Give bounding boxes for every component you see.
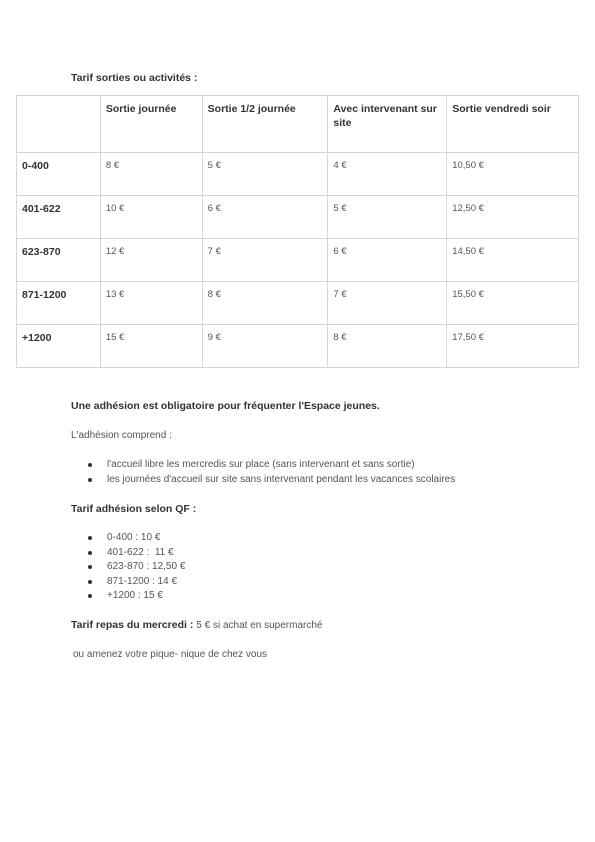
price-cell: 8 € — [328, 325, 447, 368]
sorties-title: Tarif sorties ou activités : — [71, 72, 198, 84]
list-item — [88, 546, 185, 561]
repas-label: Tarif repas du mercredi : — [71, 619, 194, 631]
price-cell: 6 € — [202, 196, 328, 239]
bullet-icon — [88, 594, 92, 598]
repas-line — [71, 619, 322, 631]
list-item-text: +1200 : 15 € — [107, 590, 163, 601]
price-cell: 15 € — [100, 325, 202, 368]
repas-value: 5 € si achat en supermarché — [196, 620, 323, 631]
list-item — [88, 560, 185, 575]
table-header-row — [17, 96, 579, 153]
bullet-icon — [88, 536, 92, 540]
price-cell: 9 € — [202, 325, 328, 368]
price-cell: 5 € — [328, 196, 447, 239]
qf-cell: 871-1200 — [17, 282, 101, 325]
table-row — [17, 282, 579, 325]
table-row — [17, 239, 579, 282]
table-row — [17, 325, 579, 368]
list-item-text: 871-1200 : 14 € — [107, 575, 178, 587]
price-cell: 7 € — [328, 282, 447, 325]
table-header-cell: Sortie journée — [100, 96, 202, 153]
price-cell: 6 € — [328, 239, 447, 282]
adhesion-tarif-title: Tarif adhésion selon QF : — [71, 503, 197, 515]
price-cell: 7 € — [202, 239, 328, 282]
list-item — [88, 473, 455, 488]
price-cell: 4 € — [328, 153, 447, 196]
list-item-text: 0-400 : 10 € — [107, 532, 161, 543]
tarif-table — [16, 95, 579, 368]
qf-cell: 401-622 — [17, 196, 101, 239]
adhesion-tarif-list — [88, 531, 185, 604]
list-item — [88, 589, 185, 604]
list-item-text: 401-622 : 11 € — [107, 546, 174, 558]
adhesion-includes-label: L'adhésion comprend : — [71, 430, 172, 441]
price-cell: 12 € — [100, 239, 202, 282]
price-cell: 10 € — [100, 196, 202, 239]
price-cell: 8 € — [202, 282, 328, 325]
qf-cell: 623-870 — [17, 239, 101, 282]
table-header-cell — [17, 96, 101, 153]
list-item-text: 623-870 : 12,50 € — [107, 561, 186, 572]
repas-alternative: ou amenez votre pique- nique de chez vous — [73, 649, 268, 660]
table-row — [17, 196, 579, 239]
bullet-icon — [88, 565, 92, 569]
adhesion-mandatory-text: Une adhésion est obligatoire pour fréquenter l'Espace jeunes. — [71, 400, 380, 412]
list-item — [88, 458, 455, 473]
price-cell: 13 € — [100, 282, 202, 325]
qf-cell: 0-400 — [17, 153, 101, 196]
price-cell: 8 € — [100, 153, 202, 196]
price-cell: 14,50 € — [447, 239, 579, 282]
table-header-cell: Sortie 1/2 journée — [202, 96, 328, 153]
adhesion-includes-list — [88, 458, 455, 487]
price-cell: 17,50 € — [447, 325, 579, 368]
price-cell: 15,50 € — [447, 282, 579, 325]
table-header-cell: Sortie vendredi soir — [447, 96, 579, 153]
table-row — [17, 153, 579, 196]
qf-cell: +1200 — [17, 325, 101, 368]
list-item-text: les journées d'accueil sur site sans intervenant pendant les vacances scolaires — [107, 473, 456, 485]
price-cell: 5 € — [202, 153, 328, 196]
list-item — [88, 531, 185, 546]
table-header-cell: Avec intervenant sur site — [328, 96, 447, 153]
bullet-icon — [88, 478, 92, 482]
bullet-icon — [88, 580, 92, 584]
price-cell: 10,50 € — [447, 153, 579, 196]
price-cell: 12,50 € — [447, 196, 579, 239]
list-item-text: l'accueil libre les mercredis sur place (sans intervenant et sans sortie) — [107, 459, 415, 470]
bullet-icon — [88, 463, 92, 467]
bullet-icon — [88, 551, 92, 555]
list-item — [88, 575, 185, 590]
